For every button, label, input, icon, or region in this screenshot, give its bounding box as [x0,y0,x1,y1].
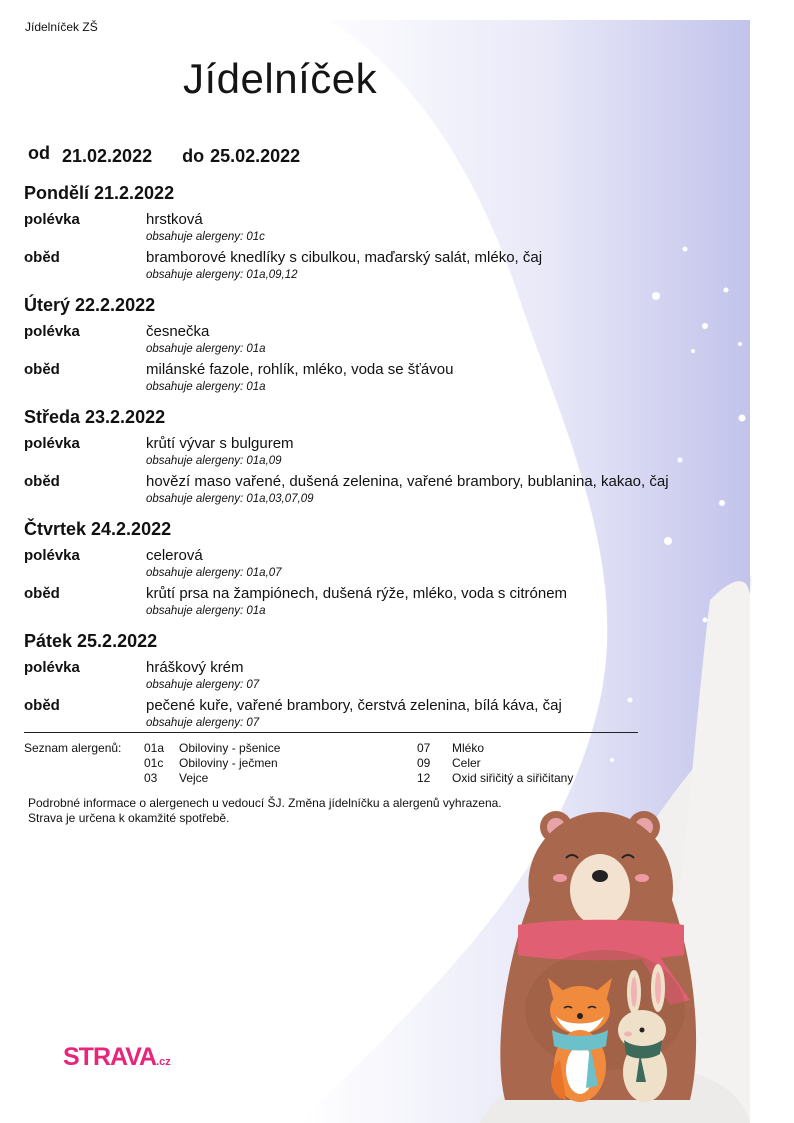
meal-type: oběd [24,361,60,378]
meal-allergens: obsahuje alergeny: 01c [146,231,265,243]
meal-allergens: obsahuje alergeny: 01a [146,381,266,393]
meal-row [24,584,724,622]
document-label: Jídelníček ZŠ [25,20,98,34]
date-to-value: 25.02.2022 [210,146,301,166]
meal-allergens: obsahuje alergeny: 01a,07 [146,567,282,579]
day-section [24,628,724,734]
brand-name: STRAVA [63,1043,157,1071]
meal-name: krůtí vývar s bulgurem [146,435,294,452]
meal-row [24,472,724,510]
footer-note-line: Strava je určena k okamžité spotřebě. [28,811,230,825]
meal-allergens: obsahuje alergeny: 01a [146,343,266,355]
allergen-item [144,756,278,771]
meal-allergens: obsahuje alergeny: 01a [146,605,266,617]
date-to-label: do [182,146,205,166]
meal-name: bramborové knedlíky s cibulkou, maďarský salát, mléko, čaj [146,249,543,266]
allergen-code: 12 [417,771,431,785]
allergen-name: Obiloviny - ječmen [179,756,278,770]
allergen-code: 01a [144,741,165,755]
meal-type: oběd [24,249,60,266]
allergen-item [144,771,208,786]
meal-type: polévka [24,659,80,676]
allergen-name: Obiloviny - pšenice [179,741,281,755]
allergen-item [417,756,481,771]
allergen-legend [24,741,624,789]
meal-name: pečené kuře, vařené brambory, čerstvá zelenina, bílá káva, čaj [146,697,562,714]
meal-allergens: obsahuje alergeny: 01a,03,07,09 [146,493,314,505]
meal-row [24,434,724,472]
day-title: Úterý 22.2.2022 [24,295,156,315]
day-section [24,180,724,286]
meal-row [24,360,724,398]
fox-illustration [548,978,612,1102]
day-section [24,292,724,398]
meal-allergens: obsahuje alergeny: 07 [146,717,260,729]
meal-type: polévka [24,547,80,564]
day-section [24,516,724,622]
footer-note [28,796,568,826]
meal-name: hrstková [146,211,203,228]
allergen-name: Vejce [179,771,209,785]
meal-name: hovězí maso vařené, dušená zelenina, vařené brambory, bublanina, kakao, čaj [146,473,669,490]
meal-type: polévka [24,435,80,452]
meal-type: oběd [24,697,60,714]
day-title: Pátek 25.2.2022 [24,631,158,651]
meal-type: oběd [24,473,60,490]
meal-allergens: obsahuje alergeny: 01a,09,12 [146,269,298,281]
day-title: Čtvrtek 24.2.2022 [24,519,172,539]
footer-note-line: Podrobné informace o alergenech u vedoucí ŠJ. Změna jídelníčku a alergenů vyhrazena. [28,796,502,810]
allergen-name: Celer [452,756,481,770]
allergen-code: 07 [417,741,431,755]
day-title: Pondělí 21.2.2022 [24,183,175,203]
meal-name: hráškový krém [146,659,244,676]
date-from-value: 21.02.2022 [62,146,153,166]
allergen-code: 09 [417,756,431,770]
allergen-item [417,741,484,756]
weekly-menu [24,180,724,740]
allergen-item [417,771,573,786]
meal-row [24,696,724,734]
meal-row [24,322,724,360]
meal-name: krůtí prsa na žampiónech, dušená rýže, mléko, voda s citrónem [146,585,568,602]
page-title: Jídelníček [183,55,378,102]
allergen-code: 03 [144,771,158,785]
meal-allergens: obsahuje alergeny: 01a,09 [146,455,282,467]
allergen-legend-title: Seznam alergenů: [24,741,122,755]
section-divider [24,732,638,733]
meal-row [24,248,724,286]
day-title: Středa 23.2.2022 [24,407,166,427]
brand-tld: .cz [156,1056,171,1068]
meal-type: oběd [24,585,60,602]
meal-name: milánské fazole, rohlík, mléko, voda se šťávou [146,361,454,378]
meal-name: celerová [146,547,203,564]
meal-name: česnečka [146,323,210,340]
date-range [28,143,300,167]
allergen-name: Oxid siřičitý a siřičitany [452,771,574,785]
allergen-item [144,741,280,756]
strava-logo [63,1043,171,1072]
meal-row [24,210,724,248]
day-section [24,404,724,510]
meal-type: polévka [24,211,80,228]
allergen-code: 01c [144,756,164,770]
meal-row [24,546,724,584]
allergen-name: Mléko [452,741,485,755]
meal-row [24,658,724,696]
meal-type: polévka [24,323,80,340]
date-from-label: od [28,143,50,163]
meal-allergens: obsahuje alergeny: 07 [146,679,260,691]
